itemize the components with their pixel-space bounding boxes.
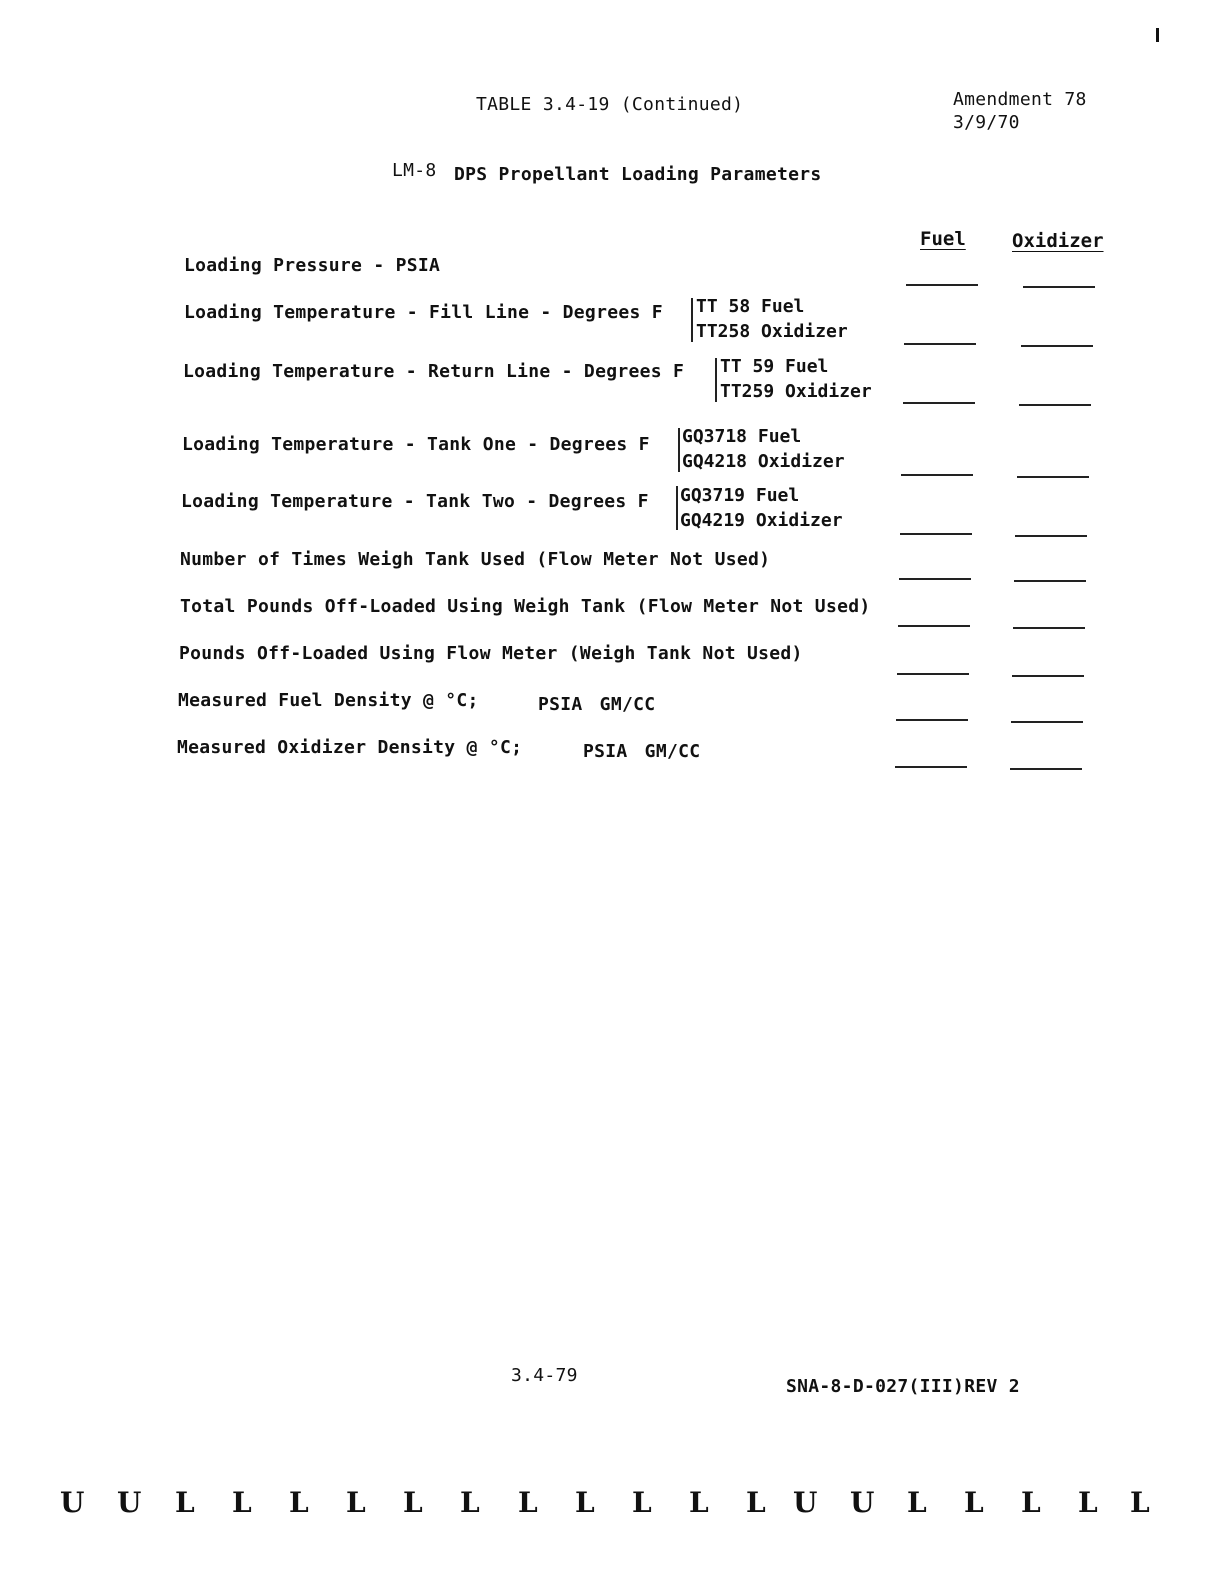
document-subtitle: DPS Propellant Loading Parameters (454, 164, 822, 185)
row-label: Number of Times Weigh Tank Used (Flow Meter Not Used) (180, 549, 771, 570)
table-title: TABLE 3.4-19 (Continued) (476, 94, 744, 115)
fuel-entry-blank[interactable] (901, 474, 973, 476)
fuel-entry-blank[interactable] (895, 766, 967, 768)
oxidizer-entry-blank[interactable] (1011, 721, 1083, 723)
bracket-mark (691, 298, 693, 342)
edge-mark: L (746, 1486, 766, 1519)
sensor-id-oxidizer: GQ4218 Oxidizer (682, 451, 845, 472)
fuel-entry-blank[interactable] (897, 673, 969, 675)
edge-mark: U (850, 1486, 875, 1519)
edge-mark: L (1021, 1486, 1041, 1519)
oxidizer-entry-blank[interactable] (1013, 627, 1085, 629)
page-number: 3.4-79 (511, 1365, 578, 1386)
edge-mark: L (689, 1486, 709, 1519)
subtitle-prefix: LM-8 (392, 160, 437, 181)
sensor-id-fuel: GQ3718 Fuel (682, 426, 802, 447)
edge-mark: L (907, 1486, 927, 1519)
fuel-entry-blank[interactable] (906, 284, 978, 286)
edge-mark: L (289, 1486, 309, 1519)
fuel-entry-blank[interactable] (903, 402, 975, 404)
edge-mark: U (793, 1486, 818, 1519)
amendment-label: Amendment 78 (953, 89, 1087, 110)
edge-mark: L (632, 1486, 652, 1519)
edge-mark: L (175, 1486, 195, 1519)
oxidizer-entry-blank[interactable] (1010, 768, 1082, 770)
bottom-edge-marks (60, 1486, 1160, 1519)
oxidizer-entry-blank[interactable] (1021, 345, 1093, 347)
edge-mark: L (232, 1486, 252, 1519)
edge-mark: L (964, 1486, 984, 1519)
edge-mark: L (346, 1486, 366, 1519)
row-units: PSIA GM/CC (538, 694, 656, 715)
sensor-id-fuel: TT 59 Fuel (720, 356, 829, 377)
oxidizer-entry-blank[interactable] (1019, 404, 1091, 406)
row-label: Measured Fuel Density @ °C; (178, 690, 479, 711)
sensor-id-fuel: TT 58 Fuel (696, 296, 805, 317)
sensor-id-oxidizer: TT259 Oxidizer (720, 381, 872, 402)
oxidizer-entry-blank[interactable] (1023, 286, 1095, 288)
oxidizer-entry-blank[interactable] (1017, 476, 1089, 478)
row-label: Measured Oxidizer Density @ °C; (177, 737, 523, 758)
row-label: Loading Temperature - Return Line - Degrees F (183, 361, 685, 382)
edge-mark: L (575, 1486, 595, 1519)
bracket-mark (678, 428, 680, 472)
edge-mark: L (1078, 1486, 1098, 1519)
row-label: Loading Temperature - Tank Two - Degrees F (181, 491, 649, 512)
corner-tick-mark (1156, 28, 1159, 42)
fuel-entry-blank[interactable] (898, 625, 970, 627)
column-header-fuel: Fuel (920, 228, 966, 250)
bracket-mark (676, 486, 678, 530)
edge-mark: L (403, 1486, 423, 1519)
row-label: Pounds Off-Loaded Using Flow Meter (Weigh Tank Not Used) (179, 643, 803, 664)
sensor-id-oxidizer: TT258 Oxidizer (696, 321, 848, 342)
edge-mark: L (460, 1486, 480, 1519)
fuel-entry-blank[interactable] (899, 578, 971, 580)
row-units: PSIA GM/CC (583, 741, 701, 762)
oxidizer-entry-blank[interactable] (1014, 580, 1086, 582)
column-header-oxidizer: Oxidizer (1012, 230, 1104, 252)
edge-mark: U (60, 1486, 85, 1519)
amendment-date: 3/9/70 (953, 112, 1020, 133)
sensor-id-oxidizer: GQ4219 Oxidizer (680, 510, 843, 531)
row-label: Loading Pressure - PSIA (184, 255, 441, 276)
row-label: Loading Temperature - Tank One - Degrees F (182, 434, 650, 455)
row-label: Loading Temperature - Fill Line - Degrees F (184, 302, 663, 323)
oxidizer-entry-blank[interactable] (1015, 535, 1087, 537)
row-label: Total Pounds Off-Loaded Using Weigh Tank (Flow Meter Not Used) (180, 596, 871, 617)
fuel-entry-blank[interactable] (896, 719, 968, 721)
edge-mark: L (518, 1486, 538, 1519)
edge-mark: L (1130, 1486, 1150, 1519)
document-id: SNA-8-D-027(III)REV 2 (786, 1376, 1020, 1397)
oxidizer-entry-blank[interactable] (1012, 675, 1084, 677)
fuel-entry-blank[interactable] (900, 533, 972, 535)
fuel-entry-blank[interactable] (904, 343, 976, 345)
edge-mark: U (117, 1486, 142, 1519)
bracket-mark (715, 358, 717, 402)
sensor-id-fuel: GQ3719 Fuel (680, 485, 800, 506)
